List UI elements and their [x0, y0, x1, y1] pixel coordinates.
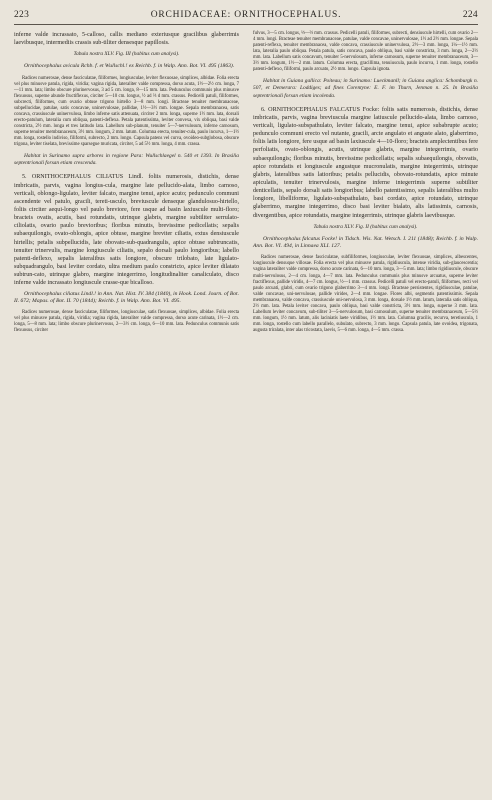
habitat-note-ciliatus: Habitat in Guiana gallica: Poiteau; in Surinamo: Lueckmanll; in Guiana anglica: Schomburgk n. 507, et Demerara: Loddiges; ad fines Corentyne: E. F. im Thurn, Jenman n. 25. In Brasilia septentrionali forsan etiam incolenda.: [253, 78, 478, 99]
habitat-note: Habitat in Surinamo supra arbores in regione Para: Wullschlaegel n. 540 et 1393. In Brasilia septentrionali forsan etiam crescenda.: [14, 153, 239, 167]
detailed-description-falcatus: Radices numerosae, dense fasciculatae, subfiliformes, longiusculae, leviter flexuosae, simplices, albescentes, longiuscule densuque villosae. Folia erecta vel plus minusve patula, rigidiuscula, intense viridia, sub-glaucescentia; vagina lateraliter valde compressa, dorso acute carinata, 6—10 mm. longa, 3—5 mm. lata; limbo rigidiuscule, obscure multi-nervulosus, 2—4 cm. longa, 4—7 mm. lata. Pedunculus communis plus minusve arcuatus, superne leviter fractiflexus, pallide viridis, 4—7 cm. longus, ½—1 mm. crassus. Pedicelli patuli vel erecto-patuli, filiformes, recti vel paulo arcuati, glabri, cum ovario trigono glaberrimo 3—4 mm. longi. Bracteae persistentes, rigidiusculae, patulae, valde concavae, uni-nervulosae, pallide virides, 2—4 mm. longae. Flores albi, segmentis patentissimis. Sepala membranacea, valde concava, crassiuscule uni-nervulosa, 3 mm. longa, dorsale 1½ mm. latum, lateralia satis obliqua, 2½ mm. lata. Petala leviter concava, paulo obliqua, basi valde constricta, 3½ mm. longa, superne 3 mm. lata. Labellum leviter concavum, sub-tiliter 3—5-nervulosum, basi carnosulum, superne tenuiter membranaceum, 5—5½ mm. longum, 1½ mm. latum, alis laciniatis laete viridibus, 1½ mm. lata. Columna gracilis, recurva, teretiuscula, 1 mm. longa, rostello cum labello parallelo, subulato, subrecto, 3 mm. longo. Capsula patula, late ovoidea, trigonata, augusta triralata, inter alas tricostata, laevis, 5—6 mm. longa, 4—5 mm. crassa.: [253, 255, 478, 333]
running-title: ORCHIDACEAE: ORNITHOCEPHALUS.: [150, 10, 342, 20]
left-column: [14, 31, 239, 338]
running-header: [14, 10, 478, 20]
synonymy-ciliatus: Ornithocephalus ciliatus Lindl.! in Ann. Nat. Hist. IV. 384 (1840), in Hook. Lond. Journ. of Bot. II. 672; Mapas. of Bot. II. 70 (1844); Reichb. f. in Walp. Ann. Bot. VI. 495.: [14, 290, 239, 304]
plate-reference-falcatus: Tabula nostra XLV. Fig. II (habitus cum analysi).: [313, 223, 418, 230]
detailed-description: Radices numerosae, dense fasciculatae, filiformes, longiusculae, leviter flexuosae, simplices, albidae. Folia erecta vel plus minusve patula, rigida, viridia; vagina rigida, lateraliter valde compressa, dorso acuta, 1½—2½ cm. longa, 7—11 mm. lata; limbo obscure plurinervosus, 3 ad 5 cm. longa, 8—15 mm. lata. Pedunculus communis plus minusve flexuosus, superne abunde fructiflexus, circiter 5—10 cm. longus, ½ ad ⅔ d mm. crassus. Pedicelli patuli, filiformes, subcrecti, filiformes, cum ovario obtuse trigono hirtello 3—8 mm. longi. Bracteae tenuiter membranaceae, subpellucidae, patulae, satis concavae, uninervulosae, pallidae, 1½—3½ mm. longae. Sepala membranacea, satis concava, crassiuscule uninervulosa, limbo inferne satis attenuata, circiter 2 mm. longa, superne 1½ mm. lata, dorsali erecto-patulum, lateralia cum obliqua, patenti-deflexa. Petala patentissima, leviter convexa, vix obliqua, basi valde constricta, 2½ mm. longa et tres latitudo lata. Labellum sub-planum, tenuiter 5—7-nervulosum, inferne carnosum, superne tenuiter membranaceum, 3½ mm. longum, 2 mm. latum. Columna erecta, tenuiter-cula, paulo incurva, 1—1½ mm. longa, rostello indiviso, filiformi, subrecto, 2 mm. longo. Capsula patens vel curva, ovoideo-subglobosa, obscure trigona, leviter tiselata, brevissime sparsegue muricata, circiter, 5 ad 5½ mm. longa, 4 mm. crassa.: [14, 75, 239, 148]
species-diagnosis-ciliatus: 5. ORNITHOCEPHALUS CILIATUS Lindl. foliis numerosis, distichis, dense imbricatis, parvis, vagina longius-cula, margine late pellucido-alata, limbo carnoso, verticali, oblongo-ligulato, leviter falcato, margine tenui, apice acuto; pedunculo communi ascendente vel patulo, gracili, tereti-usculo, breviuscule denseque glandulosuo-hirtello, foliis circiter aequi-longo vel paulo breviore, fere usque ad basin laxiuscule multi-floro; bracteis ovatis, acutis, basi rotundatis, utrinque glabris, margine subtiliter serrulato-ciliolatis, ovario paulo brevioribus; floribus minutis, brevissime pedicellatis; sepalis subaequilongis, ovato-oblongis, apice obtuse, margine breviter ciliatis, extus densiuscule hirtellis; petalis subpellucidis, late obovato-sub-quadrangulis, apice obtuse subtruncatis, tenuiter trinervulis, margine longiuscule ciliatis, sepalo dorsali paulo longioribus; labello patenti-deflexo, sepalis lateralibus satis longiore, obscure trilobato, late ligulato-subquadrangulo, basi leviter cordato, ultra medium paulo constricto, apice leviter dilatato subtrun-cato, utrinque glabro, margine integerrimo, longitudinaliter canaliculato, disco inferne valde incrassato longiuscule crasse-que bicalloso.: [14, 174, 239, 287]
right-page-number: 224: [462, 10, 478, 20]
continued-description: inferne valde incrassato, 5-calloso, callis mediano exteriusque gracilibus glaberrimis laevibusque, intermediis crassis sub-tiliter densesque papillosis.: [14, 32, 239, 47]
synonymy: Ornithocephalus avicula Rchb. f. et Wullschl.! ex Reichb. f. in Walp. Ann. Bot. VI. 495 (1863).: [24, 63, 235, 70]
synonymy-falcatus: Ornithocephalus falcatus Focke! in Tidsch. Wis. Nat. Wetsch. I. 211 (1848); Reichb. f. in Walp. Ann. Bot. VI. 494, in Linnaea XLI. 127.: [253, 235, 478, 250]
detailed-description-ciliatus: Radices numerosae, dense fasciculatae, filiformes, longiusculae, satis flexuosae, simplices, albidae. Folia erecta vel plus minusve patula, rigida, viridia; vagina rigida, lateraliter valde compressa, dorso acute carinata, 1½—2 cm. longa, 5—8 mm. lata; limbo obscure plurinervosus, 2—3½ cm. longa, 6—10 mm. lata. Pedunculus communis satis flexuosus, circiter: [14, 310, 239, 334]
plate-reference: Tabula nostra XLV. Fig. III (habitus cum analysi).: [73, 51, 180, 58]
left-page-number: 223: [14, 10, 30, 20]
header-rule: [14, 24, 478, 25]
text-columns: [14, 31, 478, 338]
right-column: [253, 31, 478, 338]
continued-description-right: fulvus, 3—5 cm. longus, ⅓—⅔ mm. crassus. Pedicelli patuli, filiformes, subrecti, densiuscule hirtelli, cum ovario 2—4 mm. longi. Bracteae tenuiter membranaceae, patulae, valde concavae, uninervulosae, 1½ ad 2½ mm. longae. Sepala patenti-reflexa, tenuiter membranacea, valde concava, crassiuscule uninervulosa, 2½—3 mm. longa, 1¼—1½ mm. lata, lateralia paulo obliqua. Petala patula, satis concava, paulo obliqua, basi valde constricta, 3 mm. longa, 2—2½ mm. lata. Labellum satis concavum, tenuiter 5-nervulosum, inferne carnosum, superne tenuiter membranaceum, 3—3½ mm. longum, 1½—2 mm. latum. Columna erecta, gracillima, tenuiuscula, paulo incurva, 1 mm. longa, rostello patenti-deflexo, filiformi, paulo arcuato, 2½ mm. longo. Capsula ignota.: [253, 31, 478, 73]
species-diagnosis-falcatus: 6. ORNITHOCEPHALUS FALCATUS Focke: foliis satis numerosis, distichis, dense imbricatis, parvis, vagina breviuscula margine latiuscule pellucido-alata, limbo carnoso, verticali, ligulato-subspathulato, leviter falcato, margine tenui, apice subabrupte acuto; pedunculo communi erecto vel nutante, gracili, arcte angulato et anguste alato, glaberrimo, foliis latis longiore, fere usque ad basin laxiuscule 4—10-floro; bracteis amplectentibus fere perfoliatis, ovato-oblongis, acutis, utrinque glabris, margine integerrimis, ovario subaequilongis; floribus minutis, brevissime pedicellatis; sepalis subaequilongis, obovatis, apice rotundatis et longiuscule angustque mucronulatis, margine integerrimis, utrinque glabris, lateralibus satis latioribus; petalis pellucidis, obovato-rotundatis, apice minute apiculatis, tenuiter trinervulosis, margine inferne integerrimis superne subtiliter denticellatis, sepalo dorsali satis longioribus; labello patentissimo, sepalis lateralibus multo longiore, libelliforme, ligulato-subspathulato, basi cordato, apice rotundato, utrinque glaberrimo, margine integerrimo, disco basi leviter bialato, alis latissimis, carnosis, divergentibus, apice rotundatis, margine integerrimis, utrinque glabris laevibusque.: [253, 106, 478, 219]
